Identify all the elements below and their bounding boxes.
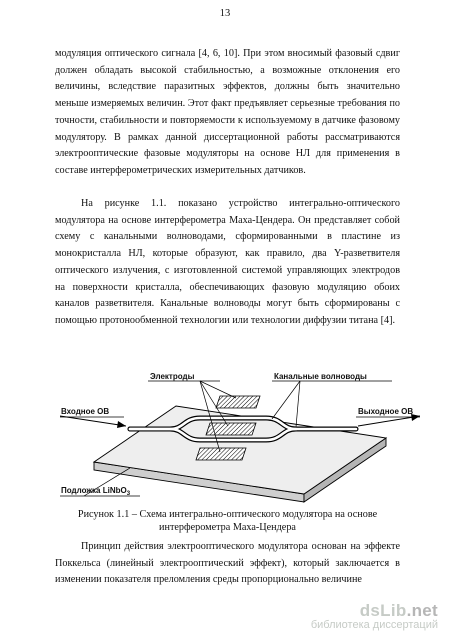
paragraph-2-text: На рисунке 1.1. показано устройство интегрально-оптического модулятора на основе интерферометра Маха-Цендера. Он представляет собой схему с канальными волноводами, сформированными в пластине из монокристалла НЛ, которые образуют, как правило, два Y-разветвителя оптического излучения, с изготовленной системой управляющих электродов на поверхности кристалла, обеспечивающих фазовую модуляцию обоих каналов разветвителя. Канальные волноводы могут быть сформированы с помощью протонообменной технологии или технологии диффузии титана [4].	[55, 198, 400, 326]
caption-line-2: интерферометра Маха-Цендера	[159, 522, 296, 533]
label-substrate-subscript: 3	[126, 491, 131, 497]
label-input-fiber: Входное ОВ	[61, 407, 110, 416]
paragraph-3-text: Принцип действия электрооптического модулятора основан на эффекте Поккельса (линейный электрооптический эффект), который заключается в изменении показателя преломления среды пропорционально величине	[55, 541, 400, 586]
page-number: 13	[219, 8, 231, 19]
label-substrate	[61, 486, 131, 497]
watermark	[311, 601, 438, 631]
watermark-subtitle: библиотека диссертаций	[310, 619, 438, 631]
label-waveguides: Канальные волноводы	[274, 372, 367, 381]
label-substrate-main: Подложка LiNbO	[61, 486, 127, 495]
paragraph-1-text: модуляция оптического сигнала [4, 6, 10]. При этом вносимый фазовый сдвиг должен обладать высокой стабильностью, а возможные отклонения его величины, вследствие паразитных эффектов, должны быть значительно меньше измеряемых величин. Этот факт предъявляет серьезные требования по точности, стабильности и повторяемости к используемому в датчике фазовому модулятору. В рамках данной диссертационной работы рассматриваются электрооптические фазовые модуляторы на основе НЛ для применения в составе интерферометрических измерительных датчиков.	[55, 48, 400, 176]
label-output-fiber: Выходное ОВ	[358, 407, 414, 416]
input-fiber-arrow	[60, 416, 126, 426]
label-electrodes: Электроды	[150, 372, 195, 381]
paragraph-1	[55, 46, 400, 180]
output-fiber-arrow	[358, 416, 420, 426]
mach-zehnder-modulator-figure	[60, 368, 420, 508]
input-arrow-head	[117, 421, 126, 428]
caption-line-1: Рисунок 1.1 – Схема интегрально-оптического модулятора на основе	[77, 509, 378, 520]
figure-caption	[55, 508, 400, 534]
paragraph-2	[55, 196, 400, 330]
watermark-brand-main: dsLib	[359, 601, 407, 620]
watermark-brand-domain: .net	[406, 601, 438, 620]
electrode-bottom	[196, 448, 246, 460]
watermark-brand	[311, 601, 438, 621]
electrode-top	[216, 396, 260, 408]
